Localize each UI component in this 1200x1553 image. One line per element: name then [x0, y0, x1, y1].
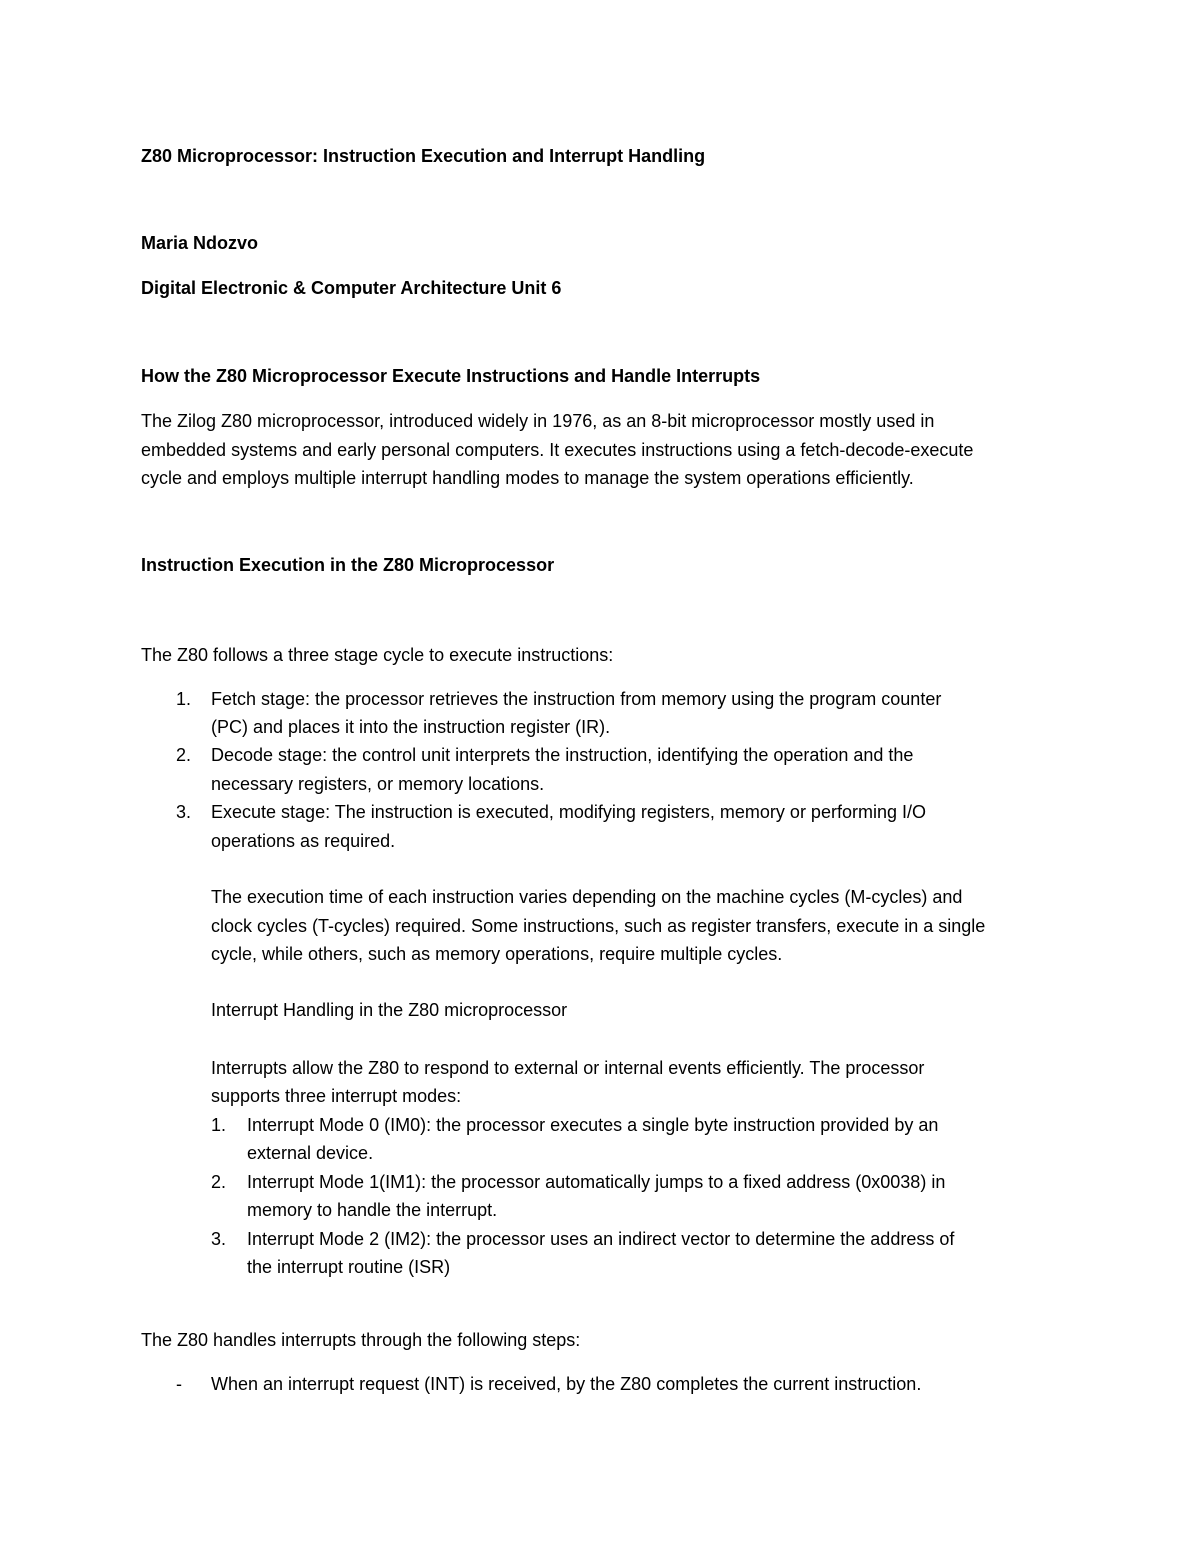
course-name: Digital Electronic & Computer Architecture Unit 6: [141, 278, 562, 298]
list-item-line: the interrupt routine (ISR): [247, 1257, 451, 1277]
paragraph-line: supports three interrupt modes:: [211, 1086, 462, 1106]
document-title: Z80 Microprocessor: Instruction Execution and Interrupt Handling: [141, 146, 706, 166]
list-number: 2.: [211, 1172, 227, 1192]
list-item-line: memory to handle the interrupt.: [247, 1200, 498, 1220]
paragraph-line: embedded systems and early personal computers. It executes instructions using a fetch-decode-execute: [141, 440, 974, 460]
list-number: 1.: [211, 1115, 227, 1135]
paragraph-line: The Zilog Z80 microprocessor, introduced widely in 1976, as an 8-bit microprocessor mostly used in: [141, 411, 935, 431]
list-item-line: operations as required.: [211, 831, 396, 851]
list-item-line: Interrupt Mode 1(IM1): the processor automatically jumps to a fixed address (0x0038) in: [247, 1172, 946, 1192]
list-item-line: When an interrupt request (INT) is received, by the Z80 completes the current instruction.: [211, 1374, 922, 1394]
paragraph-line: Interrupts allow the Z80 to respond to external or internal events efficiently. The processor: [211, 1058, 925, 1078]
paragraph-line: The Z80 follows a three stage cycle to execute instructions:: [141, 645, 614, 665]
paragraph-line: cycle and employs multiple interrupt handling modes to manage the system operations efficiently.: [141, 468, 914, 488]
paragraph-line: The execution time of each instruction varies depending on the machine cycles (M-cycles) and: [211, 887, 963, 907]
author-name: Maria Ndozvo: [141, 233, 259, 253]
list-item-line: Execute stage: The instruction is executed, modifying registers, memory or performing I/O: [211, 802, 926, 822]
list-item-line: Interrupt Mode 0 (IM0): the processor executes a single byte instruction provided by an: [247, 1115, 939, 1135]
list-item-line: external device.: [247, 1143, 374, 1163]
list-item-line: (PC) and places it into the instruction register (IR).: [211, 717, 611, 737]
paragraph-line: clock cycles (T-cycles) required. Some instructions, such as register transfers, execute in a single: [211, 916, 986, 936]
list-item-line: Fetch stage: the processor retrieves the instruction from memory using the program counter: [211, 689, 942, 709]
subheading: Interrupt Handling in the Z80 microprocessor: [211, 1000, 568, 1020]
list-number: 3.: [176, 802, 192, 822]
section-heading: Instruction Execution in the Z80 Microprocessor: [141, 555, 555, 575]
list-number: 1.: [176, 689, 192, 709]
paragraph-line: cycle, while others, such as memory operations, require multiple cycles.: [211, 944, 783, 964]
list-number: 3.: [211, 1229, 227, 1249]
list-item-line: necessary registers, or memory locations.: [211, 774, 545, 794]
paragraph-line: The Z80 handles interrupts through the following steps:: [141, 1330, 581, 1350]
list-number: 2.: [176, 745, 192, 765]
list-item-line: Decode stage: the control unit interprets the instruction, identifying the operation and the: [211, 745, 914, 765]
section-heading: How the Z80 Microprocessor Execute Instructions and Handle Interrupts: [141, 366, 761, 386]
bullet-marker: -: [176, 1374, 182, 1394]
list-item-line: Interrupt Mode 2 (IM2): the processor uses an indirect vector to determine the address of: [247, 1229, 955, 1249]
